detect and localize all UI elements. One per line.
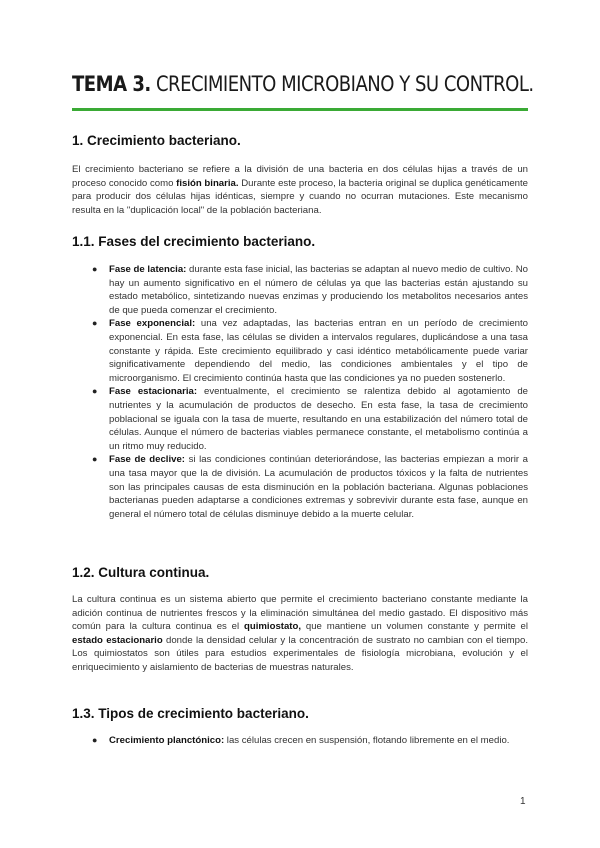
bullet-icon: ●: [92, 264, 98, 274]
section-1-paragraph: [72, 163, 528, 217]
section-heading-1-3: 1.3. Tipos de crecimiento bacteriano.: [72, 706, 309, 721]
section-heading-1: 1. Crecimiento bacteriano.: [72, 133, 241, 148]
text-run: una vez adaptadas, las bacterias entran en un período de crecimiento exponencial. En esta fase, las células se dividen a intervalos regulares, duplicándose a una tasa constante y rápida. Este crecimiento equilibrado y casi idéntico metabólicamente puede variar significativamente dependiendo del medio, las condiciones ambientales y el tipo de microorganismo. El crecimiento continúa hasta que las condiciones ya no pueden sostenerlo.: [109, 318, 528, 384]
phases-list: [92, 263, 528, 521]
list-item: [92, 453, 528, 521]
bold-term: Crecimiento planctónico:: [109, 735, 225, 746]
title-rest: CRECIMIENTO MICROBIANO Y SU CONTROL.: [150, 72, 534, 96]
bullet-icon: ●: [92, 454, 98, 465]
list-item: [92, 385, 528, 453]
bullet-icon: ●: [92, 318, 98, 329]
bullet-icon: ●: [92, 735, 98, 745]
bullet-icon: ●: [92, 386, 98, 397]
text-run: El crecimiento bacteriano se refiere a la división de una bacteria en dos células hijas a través de un proceso conocido como: [72, 164, 528, 189]
text-run: La cultura continua es un sistema abierto que permite el crecimiento bacteriano constante mediante la adición continua de nutrientes frescos y la eliminación simultánea del medio gastado. El dispositivo más común para la cultura continua es el: [72, 594, 528, 633]
bold-term: Fase de declive:: [109, 454, 185, 466]
text-run: donde la densidad celular y la concentración de sustrato no cambian con el tiempo. Los quimiostatos son útiles para estudios experimentales de fisiología microbiana, evolución y el enriquecimiento y aislamiento de bacterias de muestras naturales.: [72, 634, 528, 673]
bold-term: Fase exponencial:: [109, 318, 196, 330]
text-run: durante esta fase inicial, las bacterias se adaptan al nuevo medio de cultivo. No hay un aumento significativo en el número de células ya que las bacterias están ajustando su estado metabólico, sintetizando nuevas enzimas y produciendo los metabolitos necesarios antes de que pueda comenzar el crecimiento.: [109, 264, 528, 316]
text-run: las células crecen en suspensión, flotando libremente en el medio.: [224, 735, 510, 746]
section-1-2-paragraph: [72, 593, 528, 675]
growth-types-list: [92, 734, 528, 748]
bold-term: quimiostato,: [244, 621, 302, 633]
title-underline: [72, 108, 528, 111]
bold-term: Fase estacionaria:: [109, 386, 198, 398]
bold-term: fisión binaria.: [176, 177, 239, 189]
section-heading-1-1: 1.1. Fases del crecimiento bacteriano.: [72, 234, 316, 249]
text-run: si las condiciones continúan deteriorándose, las bacterias empiezan a morir a una tasa mayor que la de división. La acumulación de productos tóxicos y la falta de nutrientes son las principales causas de esta disminución en la población bacteriana. Algunas poblaciones bacterianas pueden adaptarse a condiciones extremas y sobrevivir durante esta fase, aunque en general el número total de células disminuye debido a la muerte celular.: [109, 454, 529, 520]
page-number: 1: [520, 796, 526, 807]
text-run: Durante este proceso, la bacteria original se duplica genéticamente para producir dos células hijas idénticas, siempre y cuando no ocurran mutaciones. Este mecanismo resulta en la "duplicación local" de la población bacteriana.: [72, 177, 528, 216]
list-item: [92, 263, 528, 317]
text-run: eventualmente, el crecimiento se ralentiza debido al agotamiento de nutrientes y la acumulación de productos de desecho. En esta fase, la tasa de crecimiento poblacional se iguala con la tasa de muerte, resultando en una estabilización del número total de células. Aunque el número de bacterias viables permanece constante, el metabolismo continúa a un ritmo muy reducido.: [109, 386, 528, 452]
list-item: [92, 317, 528, 385]
bold-term: estado estacionario: [72, 634, 163, 646]
bold-term: Fase de latencia:: [109, 264, 187, 275]
section-heading-1-2: 1.2. Cultura continua.: [72, 565, 210, 580]
list-item: [92, 734, 528, 748]
page-title: [72, 72, 534, 96]
title-bold: TEMA 3.: [72, 72, 151, 96]
text-run: que mantiene un volumen constante y permite el: [301, 621, 528, 633]
